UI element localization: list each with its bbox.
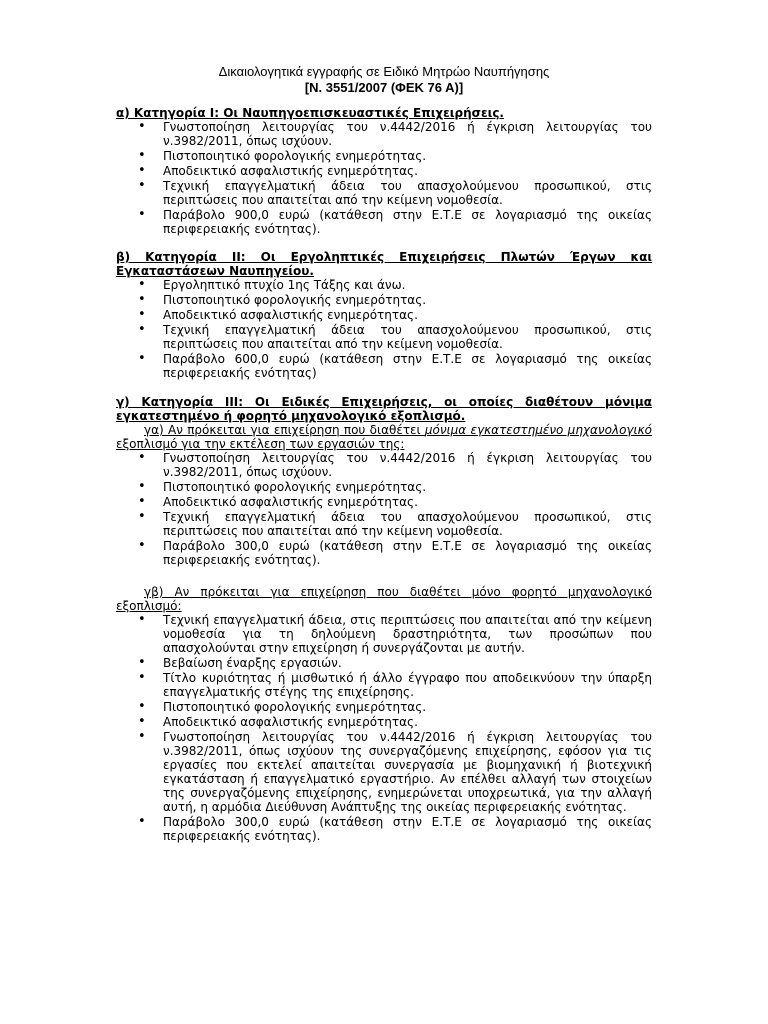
list-item: [116, 480, 652, 494]
list-item: [116, 451, 652, 479]
bullet-icon: •: [138, 307, 146, 322]
list-item: [116, 730, 652, 814]
document-title: [116, 64, 652, 96]
list-item: [116, 323, 652, 351]
list-item-text: Παράβολο 600,0 ευρώ (κατάθεση στην Ε.Τ.Ε σε λογαριασμό της οικείας περιφερειακής ενότητας): [163, 352, 652, 380]
subsection-ga-text-emph: μόνιμα εγκατεστημένο μηχανολογικό: [424, 423, 652, 437]
list-item: [116, 656, 652, 670]
list-item-text: Αποδεικτικό ασφαλιστικής ενημερότητας.: [163, 164, 418, 178]
bullet-icon: •: [138, 479, 146, 494]
list-item: [116, 613, 652, 655]
list-item: [116, 164, 652, 178]
title-line-2: [Ν. 3551/2007 (ΦΕΚ 76 Α)]: [304, 80, 464, 95]
bullet-icon: •: [138, 148, 146, 163]
list-item-text: Τεχνική επαγγελματική άδεια του απασχολούμενου προσωπικού, στις περιπτώσεις που απαιτείται από την κείμενη νομοθεσία.: [163, 510, 652, 538]
list-item: [116, 179, 652, 207]
list-item: [116, 278, 652, 292]
list-item-text: Τίτλο κυριότητας ή μισθωτικό ή άλλο έγγραφο που αποδεικνύουν την ύπαρξη επαγγελματικής στέγης της επιχείρησης.: [163, 671, 652, 699]
list-item: [116, 495, 652, 509]
title-line-1: Δικαιολογητικά εγγραφής σε Ειδικό Μητρώο Ναυπήγησης: [218, 64, 550, 79]
bullet-icon: •: [138, 163, 146, 178]
bullet-icon: •: [138, 119, 146, 134]
list-item-text: Πιστοποιητικό φορολογικής ενημερότητας.: [163, 293, 427, 307]
requirements-list: [116, 451, 652, 567]
bullet-icon: •: [138, 655, 146, 670]
list-item: [116, 208, 652, 236]
list-item-text: Πιστοποιητικό φορολογικής ενημερότητας.: [163, 700, 427, 714]
subsection-heading-ga: [116, 423, 652, 451]
list-item-text: Αποδεικτικό ασφαλιστικής ενημερότητας.: [163, 715, 418, 729]
bullet-icon: •: [138, 509, 146, 524]
section-heading: γ) Κατηγορία ΙΙΙ: Οι Ειδικές Επιχειρήσεις, οι οποίες διαθέτουν μόνιμα εγκατεστημένο ή φορητό μηχανολογικό εξοπλισμό.: [116, 395, 652, 423]
list-item: [116, 510, 652, 538]
bullet-icon: •: [138, 277, 146, 292]
bullet-icon: •: [138, 450, 146, 465]
bullet-icon: •: [138, 729, 146, 744]
section-heading: α) Κατηγορία Ι: Οι Ναυπηγοεπισκευαστικές Επιχειρήσεις.: [116, 106, 504, 120]
list-item: [116, 120, 652, 148]
requirements-list: [116, 613, 652, 843]
requirements-list: [116, 278, 652, 380]
list-item-text: Αποδεικτικό ασφαλιστικής ενημερότητας.: [163, 495, 418, 509]
requirements-list: [116, 120, 652, 236]
bullet-icon: •: [138, 494, 146, 509]
list-item: [116, 352, 652, 380]
bullet-icon: •: [138, 699, 146, 714]
list-item-text: Γνωστοποίηση λειτουργίας του ν.4442/2016 ή έγκριση λειτουργίας του ν.3982/2011, όπως ισχύουν της συνεργαζόμενης επιχείρησης, εφόσον για τις εργασίες που εκτελεί απαιτείται συνεργασία με βιομηχανική ή βιοτεχνική εγκατάσταση ή επαγγελματικό εργαστήριο. Αν επέλθει αλλαγή των στοιχείων της συνεργαζόμενης επιχείρησης, ενημερώνεται υποχρεωτικά, για την αλλαγή αυτή, η αρμόδια Διεύθυνση Ανάπτυξης της οικείας περιφερειακής ενότητας.: [163, 730, 652, 814]
list-item: [116, 149, 652, 163]
list-item-text: Παράβολο 900,0 ευρώ (κατάθεση στην Ε.Τ.Ε σε λογαριασμό της οικείας περιφερειακής ενότητας).: [163, 208, 652, 236]
list-item-text: Βεβαίωση έναρξης εργασιών.: [163, 656, 342, 670]
list-item-text: Τεχνική επαγγελματική άδεια του απασχολούμενου προσωπικού, στις περιπτώσεις που απαιτείται από την κείμενη νομοθεσία.: [163, 323, 652, 351]
subsection-ga-text-post: εξοπλισμό για την εκτέλεση των εργασιών της:: [116, 437, 405, 451]
section-category-1: [116, 106, 652, 237]
section-category-2: [116, 250, 652, 381]
list-item-text: Γνωστοποίηση λειτουργίας του ν.4442/2016 ή έγκριση λειτουργίας του ν.3982/2011, όπως ισχύουν.: [163, 120, 652, 148]
section-category-3: [116, 395, 652, 568]
list-item-text: Τεχνική επαγγελματική άδεια του απασχολούμενου προσωπικού, στις περιπτώσεις που απαιτείται από την κείμενη νομοθεσία.: [163, 179, 652, 207]
list-item-text: Εργοληπτικό πτυχίο 1ης Τάξης και άνω.: [163, 278, 406, 292]
bullet-icon: •: [138, 351, 146, 366]
list-item-text: Τεχνική επαγγελματική άδεια, στις περιπτώσεις που απαιτείται από την κείμενη νομοθεσία για τη δηλούμενη δραστηριότητα, των προσώπων που απασχολούνται στην επιχείρηση ή συνεργάζονται με αυτήν.: [163, 613, 652, 655]
list-item: [116, 700, 652, 714]
bullet-icon: •: [138, 714, 146, 729]
section-heading: β) Κατηγορία ΙΙ: Οι Εργοληπτικές Επιχειρήσεις Πλωτών Έργων και Εγκαταστάσεων Ναυπηγείου.: [116, 250, 652, 278]
list-item-text: Γνωστοποίηση λειτουργίας του ν.4442/2016 ή έγκριση λειτουργίας του ν.3982/2011, όπως ισχύουν.: [163, 451, 652, 479]
list-item-text: Πιστοποιητικό φορολογικής ενημερότητας.: [163, 480, 427, 494]
list-item: [116, 539, 652, 567]
bullet-icon: •: [138, 322, 146, 337]
bullet-icon: •: [138, 207, 146, 222]
bullet-icon: •: [138, 612, 146, 627]
bullet-icon: •: [138, 178, 146, 193]
bullet-icon: •: [138, 292, 146, 307]
bullet-icon: •: [138, 814, 146, 829]
list-item-text: Πιστοποιητικό φορολογικής ενημερότητας.: [163, 149, 427, 163]
list-item: [116, 715, 652, 729]
list-item: [116, 815, 652, 843]
list-item-text: Παράβολο 300,0 ευρώ (κατάθεση στην Ε.Τ.Ε σε λογαριασμό της οικείας περιφερειακής ενότητας).: [163, 815, 652, 843]
list-item-text: Αποδεικτικό ασφαλιστικής ενημερότητας.: [163, 308, 418, 322]
subsection-gb: [116, 585, 652, 844]
subsection-heading-gb: γβ) Αν πρόκειται για επιχείρηση που διαθέτει μόνο φορητό μηχανολογικό εξοπλισμό:: [116, 585, 652, 613]
bullet-icon: •: [138, 670, 146, 685]
subsection-ga-text-pre: γα) Αν πρόκειται για επιχείρηση που διαθέτει: [144, 423, 425, 437]
list-item: [116, 293, 652, 307]
list-item: [116, 671, 652, 699]
list-item-text: Παράβολο 300,0 ευρώ (κατάθεση στην Ε.Τ.Ε σε λογαριασμό της οικείας περιφερειακής ενότητας).: [163, 539, 652, 567]
list-item: [116, 308, 652, 322]
bullet-icon: •: [138, 538, 146, 553]
